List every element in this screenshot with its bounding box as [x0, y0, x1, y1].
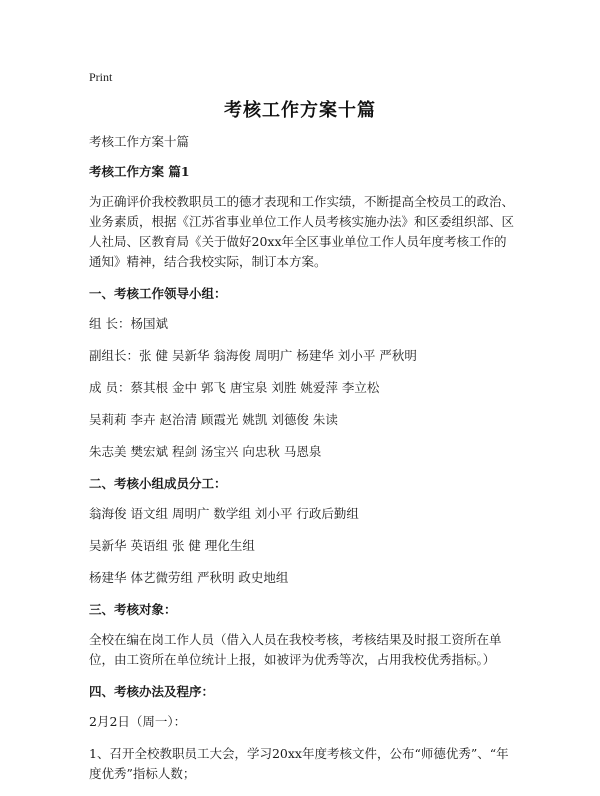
- members-line-1: 成 员：蔡其根 金中 郭飞 唐宝泉 刘胜 姚爱萍 李立松: [89, 380, 380, 395]
- print-label: Print: [89, 70, 113, 84]
- document-body: [89, 132, 517, 796]
- document-title: 考核工作方案十篇: [224, 100, 376, 121]
- step-1-paragraph: 1、召开全校教职员工大会，学习20xx年度考核文件，公布“师德优秀”、“年度优秀”指标人数；: [89, 746, 509, 781]
- section-heading-division: 二、考核小组成员分工：: [89, 476, 227, 491]
- division-line-1: 翁海俊 语文组 周明广 数学组 刘小平 行政后勤组: [89, 506, 359, 521]
- date-line: 2月2日（周一）：: [89, 714, 187, 729]
- division-line-2: 吴新华 英语组 张 健 理化生组: [89, 538, 255, 553]
- intro-paragraph: 为正确评价我校教职员工的德才表现和工作实绩，不断提高全校员工的政治、业务素质，根据《江苏省事业单位工作人员考核实施办法》和区委组织部、区人社局、区教育局《关于做好20xx年全区事业单位工作人员年度考核工作的通知》精神，结合我校实际，制订本方案。: [89, 194, 515, 269]
- section-heading-leadership: 一、考核工作领导小组：: [89, 286, 227, 301]
- division-line-3: 杨建华 体艺微劳组 严秋明 政史地组: [89, 570, 289, 585]
- part-heading: 考核工作方案 篇1: [89, 164, 190, 179]
- section-heading-targets: 三、考核对象：: [89, 602, 177, 617]
- vice-leaders-line: 副组长：张 健 吴新华 翁海俊 周明广 杨建华 刘小平 严秋明: [89, 348, 417, 363]
- section-heading-procedure: 四、考核办法及程序：: [89, 684, 215, 699]
- leader-line: 组 长：杨国斌: [89, 316, 168, 331]
- members-line-3: 朱志美 樊宏斌 程剑 汤宝兴 向忠秋 马恩泉: [89, 444, 322, 459]
- targets-paragraph: 全校在编在岗工作人员（借入人员在我校考核，考核结果及时报工资所在单位，由工资所在单位统计上报，如被评为优秀等次，占用我校优秀指标。）: [89, 632, 502, 667]
- document-subtitle: 考核工作方案十篇: [89, 134, 190, 149]
- members-line-2: 吴莉莉 李卉 赵治清 顾霞光 姚凯 刘德俊 朱读: [89, 412, 338, 427]
